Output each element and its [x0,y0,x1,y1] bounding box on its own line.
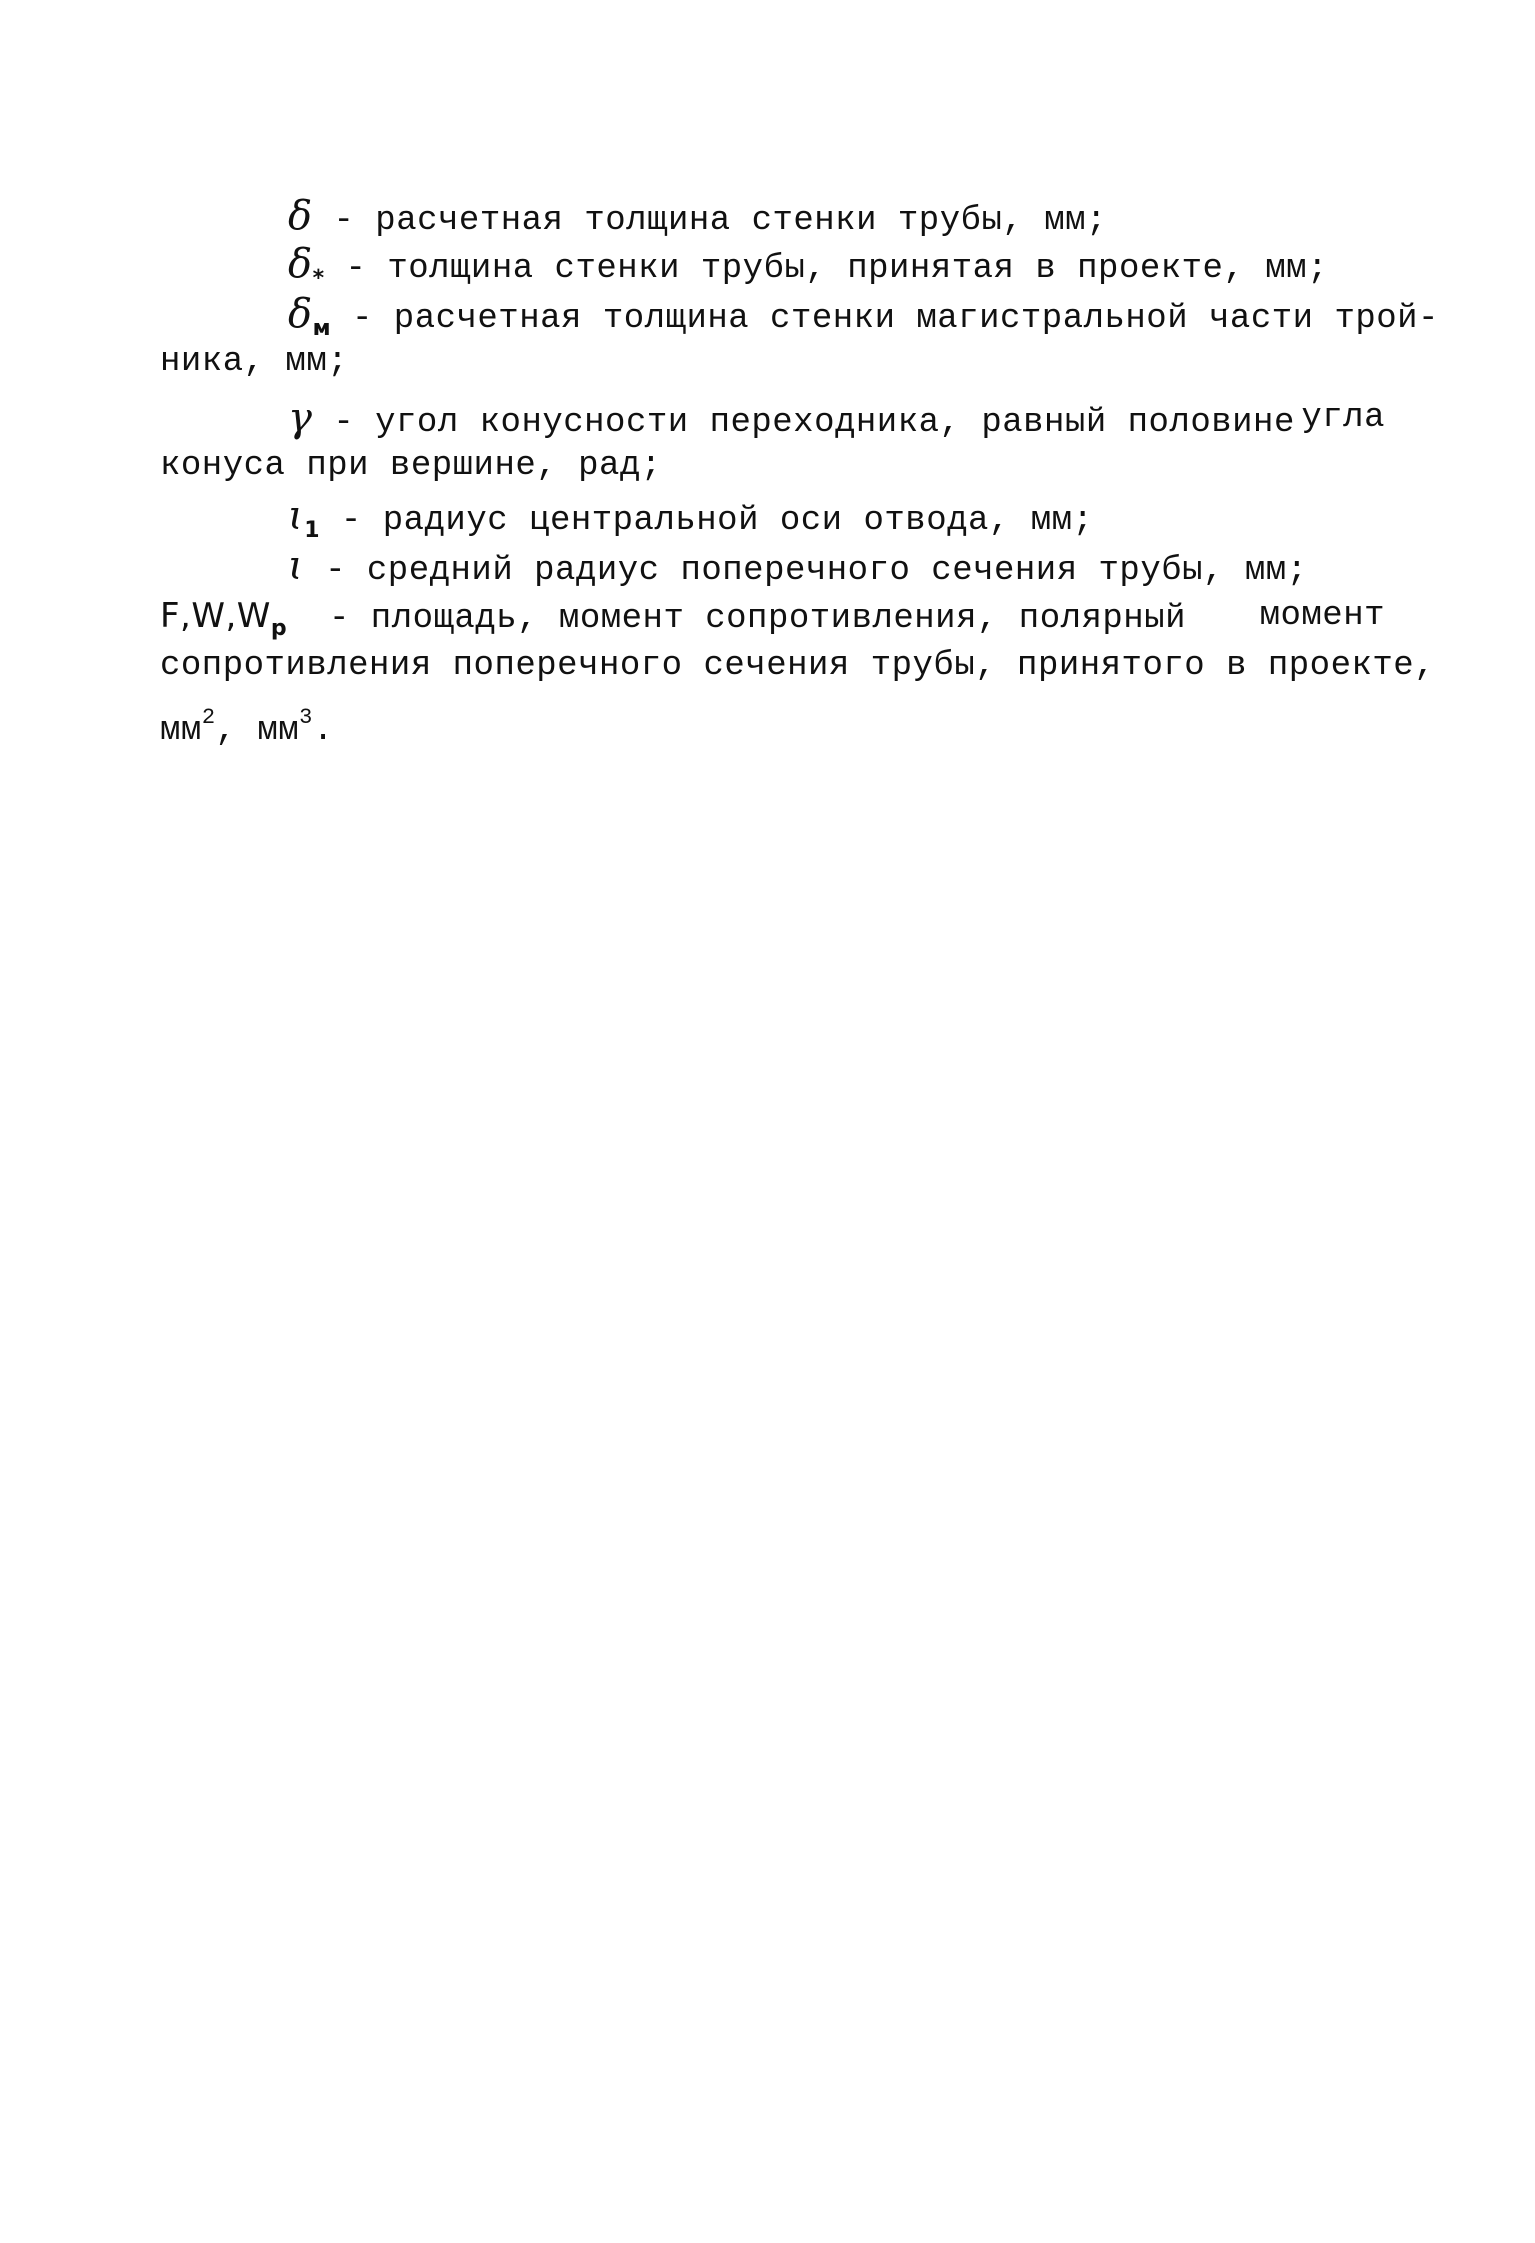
def-line-delta [288,192,1107,245]
def-line-continuation: сопротивления поперечного сечения трубы, принятого в проекте, [160,647,1436,685]
def-text: - расчетная толщина стенки магистральной части трой- [351,300,1439,338]
def-line-continuation: ника, мм; [160,343,349,381]
symbol-r: ɩ [288,543,305,589]
symbol-gamma: γ [288,395,313,441]
def-text: - площадь, момент сопротивления, полярный [328,600,1187,638]
symbol-fw: $F,W,W_p$ [160,596,288,641]
def-text-end: угла [1301,399,1385,437]
symbol-delta-m: $\delta_м$ [288,291,332,341]
def-line-continuation: конуса при вершине, рад; [160,447,662,485]
def-line-r [288,542,1308,595]
def-text: - толщина стенки трубы, принятая в проекте, мм; [345,250,1328,288]
def-text: - радиус центральной оси отвода, мм; [340,502,1094,540]
def-text: - угол конусности переходника, равный половине [333,404,1295,442]
def-line-delta-m [288,290,1439,353]
symbol-delta: δ [288,193,313,239]
def-line-units: $мм^2$, $мм^3$. [160,705,334,750]
symbol-delta-star: $\delta_*$ [288,241,325,291]
symbol-r1: ɩ$_1$ [288,493,320,543]
def-text-end: момент [1259,597,1385,635]
def-text: - расчетная толщина стенки трубы, мм; [333,202,1107,240]
def-line-gamma [288,394,1385,447]
def-text: - средний радиус поперечного сечения трубы, мм; [325,552,1308,590]
